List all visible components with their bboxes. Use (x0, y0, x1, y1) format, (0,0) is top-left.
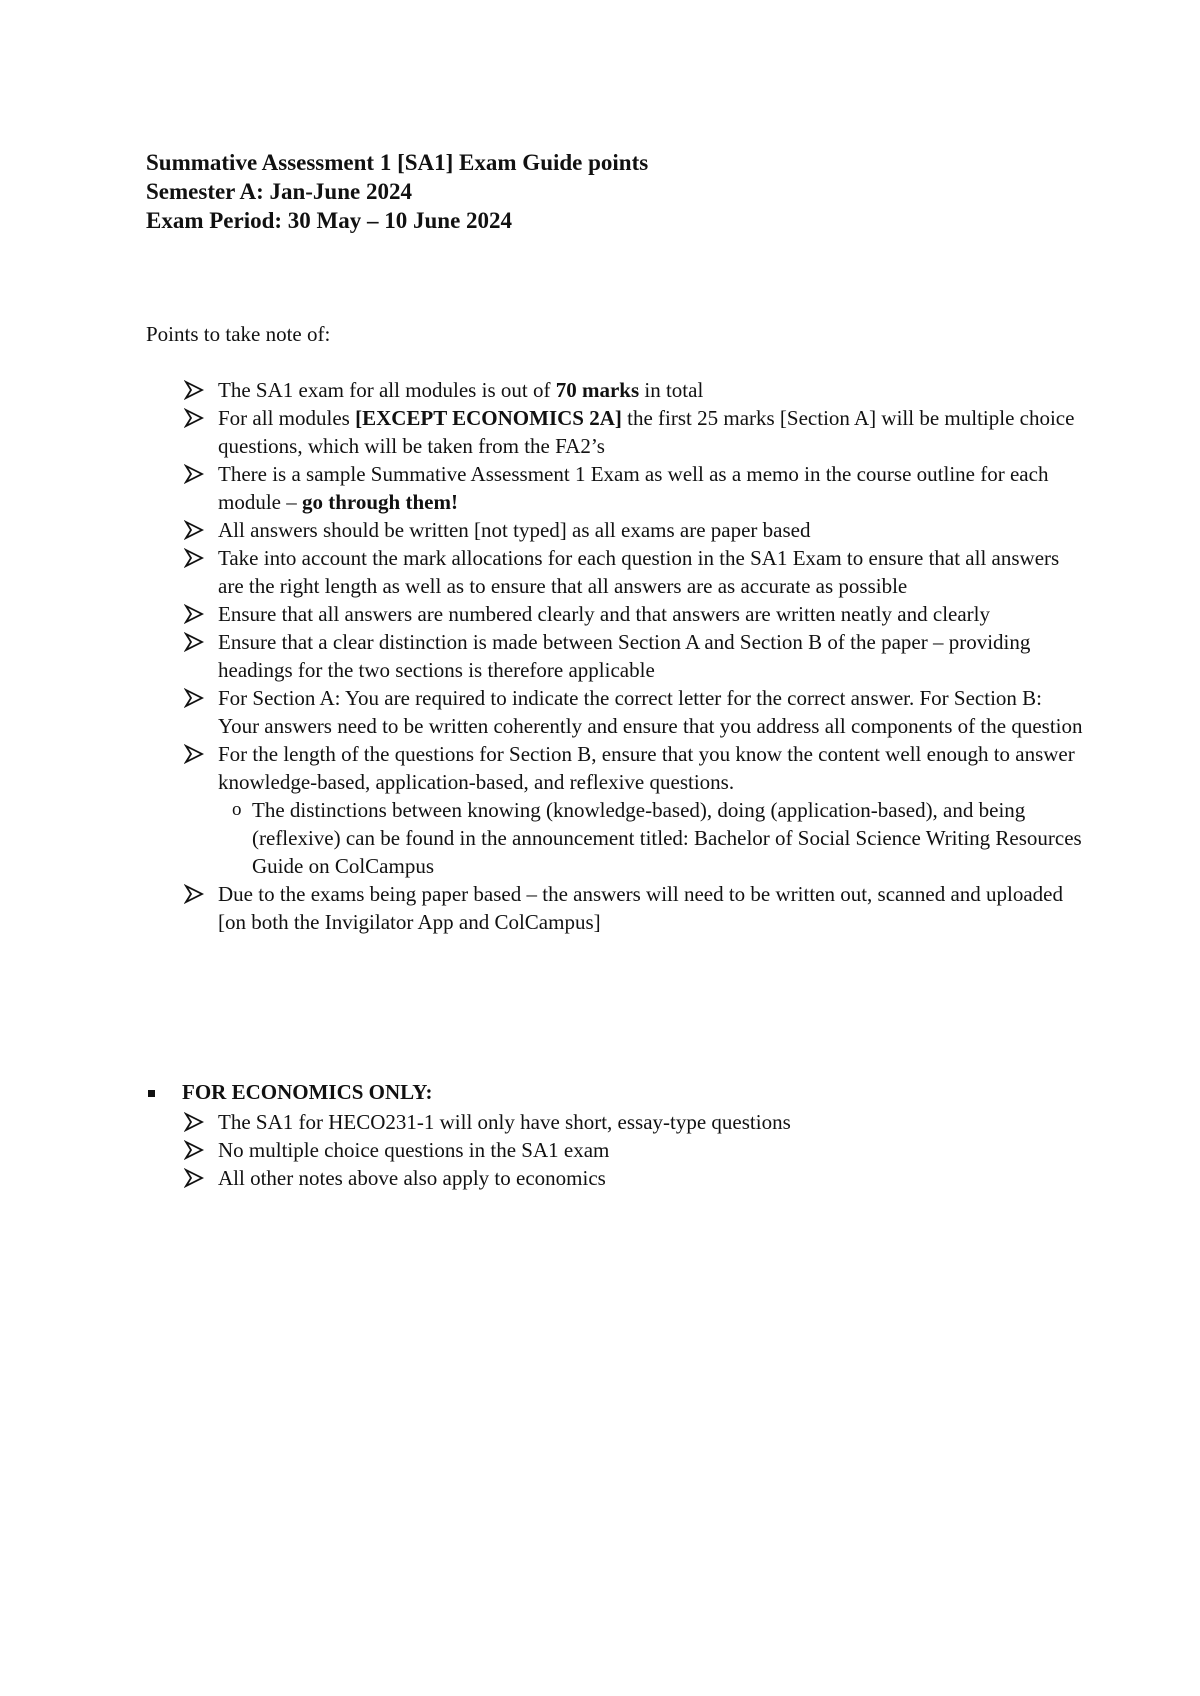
exam-period-line: Exam Period: 30 May – 10 June 2024 (146, 208, 513, 233)
list-item: Ensure that a clear distinction is made between Section A and Section B of the paper – providing headings for the two sections is therefore applicable (184, 628, 1084, 684)
arrow-bullet-icon (184, 548, 204, 568)
arrow-bullet-icon (184, 520, 204, 540)
square-bullet-icon (148, 1090, 155, 1097)
arrow-bullet-icon (184, 1112, 204, 1132)
list-item: For the length of the questions for Section B, ensure that you know the content well enough to answer knowledge-based, application-based, and reflexive questions. o The distinctions between knowing (knowledge-based), doing (application-based), and being (reflexive) can be found in the announcement titled: Bachelor of Social Science Writing Resources Guide on ColCampus (184, 740, 1084, 880)
list-item: Take into account the mark allocations for each question in the SA1 Exam to ensure that all answers are the right length as well as to ensure that all answers are as accurate as possible (184, 544, 1084, 600)
points-list (184, 376, 1084, 936)
arrow-bullet-icon (184, 1168, 204, 1188)
list-item: The SA1 for HECO231-1 will only have short, essay-type questions (184, 1108, 1084, 1136)
sub-list-item: o The distinctions between knowing (knowledge-based), doing (application-based), and being (reflexive) can be found in the announcement titled: Bachelor of Social Science Writing Resources Guide on ColCampus (232, 798, 1082, 878)
list-item: All other notes above also apply to economics (184, 1164, 1084, 1192)
semester-line: Semester A: Jan-June 2024 (146, 179, 412, 204)
arrow-bullet-icon (184, 688, 204, 708)
arrow-bullet-icon (184, 380, 204, 400)
list-item: For Section A: You are required to indicate the correct letter for the correct answer. For Section B: Your answers need to be written coherently and ensure that you address all components of the question (184, 684, 1084, 740)
intro-text: Points to take note of: (146, 322, 331, 346)
arrow-bullet-icon (184, 464, 204, 484)
document-title: Summative Assessment 1 [SA1] Exam Guide points (146, 150, 649, 175)
list-item: No multiple choice questions in the SA1 exam (184, 1136, 1084, 1164)
list-item: There is a sample Summative Assessment 1 Exam as well as a memo in the course outline for each module – go through them! (184, 460, 1084, 516)
list-item: All answers should be written [not typed] as all exams are paper based (184, 516, 1084, 544)
arrow-bullet-icon (184, 632, 204, 652)
arrow-bullet-icon (184, 1140, 204, 1160)
list-item: The SA1 exam for all modules is out of 70 marks in total (184, 376, 1084, 404)
arrow-bullet-icon (184, 744, 204, 764)
sub-list (218, 796, 1084, 880)
economics-list (184, 1108, 1084, 1192)
list-item: Ensure that all answers are numbered clearly and that answers are written neatly and clearly (184, 600, 1084, 628)
arrow-bullet-icon (184, 884, 204, 904)
title-block (146, 148, 648, 235)
arrow-bullet-icon (184, 604, 204, 624)
economics-heading: FOR ECONOMICS ONLY: (148, 1080, 432, 1105)
list-item: For all modules [EXCEPT ECONOMICS 2A] the first 25 marks [Section A] will be multiple choice questions, which will be taken from the FA2’s (184, 404, 1084, 460)
arrow-bullet-icon (184, 408, 204, 428)
circle-bullet-icon: o (232, 799, 242, 820)
list-item: Due to the exams being paper based – the answers will need to be written out, scanned and uploaded [on both the Invigilator App and ColCampus] (184, 880, 1084, 936)
